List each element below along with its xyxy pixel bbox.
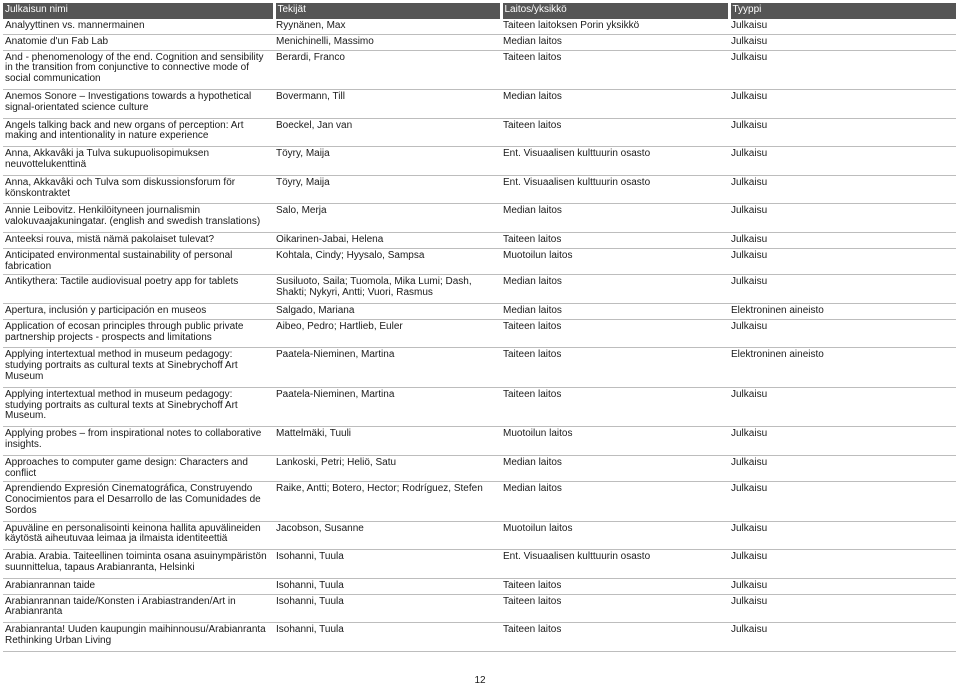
- publication-title: Application of ecosan principles through public private partnership projects - prospects and limitations: [5, 320, 244, 343]
- publication-title: Anteeksi rouva, mistä nämä pakolaiset tulevat?: [5, 233, 214, 245]
- table-row: [3, 175, 956, 204]
- authors: Salgado, Mariana: [276, 304, 355, 316]
- department: Taiteen laitos: [503, 595, 562, 607]
- department: Median laitos: [503, 483, 562, 495]
- publication-title: Arabianranta! Uuden kaupungin maihinnousu/Arabianranta Rethinking Urban Living: [5, 624, 266, 647]
- publication-title: Anna, Akkavâki ja Tulva sukupuolisopimuksen neuvottelukenttinä: [5, 148, 210, 170]
- department: Ent. Visuaalisen kulttuurin osasto: [503, 176, 651, 188]
- title-column-header: Julkaisun nimi: [3, 3, 274, 19]
- publication-title: Arabia. Arabia. Taiteellinen toiminta osana asuinympäristön suunnittelua, tapaus Arabianranta, Helsinki: [5, 551, 267, 574]
- department: Taiteen laitoksen Porin yksikkö: [503, 20, 640, 31]
- publication-type: Julkaisu: [731, 20, 768, 31]
- department: Taiteen laitos: [503, 624, 562, 636]
- department: Median laitos: [503, 90, 562, 102]
- department: Taiteen laitos: [503, 579, 562, 591]
- table-row: [3, 89, 956, 118]
- authors: Lankoski, Petri; Heliö, Satu: [276, 456, 397, 468]
- authors: Isohanni, Tuula: [276, 624, 344, 636]
- publication-type: Julkaisu: [731, 320, 768, 332]
- table-row: [3, 147, 956, 176]
- authors: Jacobson, Susanne: [276, 522, 364, 534]
- publication-type: Julkaisu: [731, 276, 768, 288]
- publication-type: Julkaisu: [731, 119, 768, 131]
- department-column-header: Laitos/yksikkö: [501, 3, 729, 19]
- authors: Paatela-Nieminen, Martina: [276, 388, 395, 400]
- table-row: [3, 594, 956, 623]
- authors: Boeckel, Jan van: [276, 119, 353, 131]
- publications-table: [3, 3, 956, 652]
- table-row: [3, 521, 956, 550]
- authors-column-header: Tekijät: [274, 3, 501, 19]
- page-number: 12: [474, 675, 486, 686]
- department: Taiteen laitos: [503, 51, 562, 63]
- publication-type: Elektroninen aineisto: [731, 304, 824, 316]
- department: Median laitos: [503, 304, 562, 316]
- table-body: [3, 19, 956, 651]
- publication-type: Julkaisu: [731, 456, 768, 468]
- authors: Susiluoto, Saila; Tuomola, Mika Lumi; Dash, Shakti; Nykyri, Antti; Vuori, Rasmus: [276, 276, 472, 299]
- authors: Oikarinen-Jabai, Helena: [276, 233, 384, 245]
- publication-title: Anemos Sonore – Investigations towards a hypothetical signal-orientated science culture: [5, 90, 252, 113]
- authors: Berardi, Franco: [276, 51, 345, 63]
- authors: Menichinelli, Massimo: [276, 35, 374, 47]
- publication-title: Anatomie d'un Fab Lab: [5, 35, 109, 47]
- department: Taiteen laitos: [503, 233, 562, 245]
- publication-title: Annie Leibovitz. Henkilöityneen journalismin valokuvaajakuningatar. (english and swedish translations): [5, 205, 261, 228]
- header-row: [3, 3, 956, 19]
- department: Taiteen laitos: [503, 388, 562, 400]
- table-row: [3, 550, 956, 579]
- table-row: [3, 319, 956, 348]
- authors: Salo, Merja: [276, 205, 327, 217]
- authors: Mattelmäki, Tuuli: [276, 428, 352, 440]
- publication-type: Julkaisu: [731, 90, 768, 102]
- table-row: [3, 204, 956, 233]
- table-row: [3, 387, 956, 426]
- publication-title: Anna, Akkavâki och Tulva som diskussionsforum för könskontraktet: [5, 176, 236, 199]
- table-row: [3, 118, 956, 147]
- authors: Raike, Antti; Botero, Hector; Rodríguez, Stefen: [276, 483, 483, 495]
- publication-title: Anticipated environmental sustainability of personal fabrication: [5, 249, 233, 272]
- publication-type: Julkaisu: [731, 51, 768, 63]
- publication-type: Elektroninen aineisto: [731, 349, 824, 361]
- department: Ent. Visuaalisen kulttuurin osasto: [503, 148, 651, 160]
- department: Median laitos: [503, 205, 562, 217]
- authors: Ryynänen, Max: [276, 20, 346, 31]
- authors: Aibeo, Pedro; Hartlieb, Euler: [276, 320, 403, 332]
- table-row: [3, 248, 956, 275]
- authors: Paatela-Nieminen, Martina: [276, 349, 395, 361]
- department: Taiteen laitos: [503, 320, 562, 332]
- table-row: [3, 275, 956, 304]
- publication-type: Julkaisu: [731, 579, 768, 591]
- department: Muotoilun laitos: [503, 249, 573, 261]
- table-header: [3, 3, 956, 19]
- publication-title: Arabianrannan taide: [5, 579, 96, 591]
- publication-type: Julkaisu: [731, 233, 768, 245]
- table-row: [3, 623, 956, 652]
- department: Taiteen laitos: [503, 349, 562, 361]
- department: Muotoilun laitos: [503, 428, 573, 440]
- publication-type: Julkaisu: [731, 551, 768, 563]
- publication-title: Applying intertextual method in museum pedagogy: studying portraits as cultural texts at Sinebrychoff Art Museum: [5, 349, 238, 382]
- authors: Isohanni, Tuula: [276, 595, 344, 607]
- publication-type: Julkaisu: [731, 148, 768, 160]
- department: Median laitos: [503, 35, 562, 47]
- publication-title: Antikythera: Tactile audiovisual poetry app for tablets: [5, 276, 239, 288]
- publication-title: And - phenomenology of the end. Cognition and sensibility in the transition from conjunctive to connective mode of social communication: [5, 51, 264, 85]
- publication-title: Analyyttinen vs. mannermainen: [5, 20, 145, 31]
- publication-type: Julkaisu: [731, 624, 768, 636]
- authors: Kohtala, Cindy; Hyysalo, Sampsa: [276, 249, 425, 261]
- publication-title: Aprendiendo Expresión Cinematográfica, Construyendo Conocimientos para el Desarrollo de las Comunidades de Sordos: [5, 483, 261, 516]
- publication-type: Julkaisu: [731, 483, 768, 495]
- publication-type: Julkaisu: [731, 428, 768, 440]
- table-row: [3, 482, 956, 521]
- publication-title: Apertura, inclusión y participación en museos: [5, 304, 207, 316]
- department: Taiteen laitos: [503, 119, 562, 131]
- authors: Bovermann, Till: [276, 90, 345, 102]
- table-row: [3, 578, 956, 594]
- table-row: [3, 232, 956, 248]
- publication-type: Julkaisu: [731, 176, 768, 188]
- authors: Töyry, Maija: [276, 148, 330, 160]
- table-row: [3, 348, 956, 387]
- publication-title: Angels talking back and new organs of perception: Art making and intentionality in nature experience: [5, 119, 244, 142]
- department: Median laitos: [503, 456, 562, 468]
- department: Muotoilun laitos: [503, 522, 573, 534]
- table-row: [3, 455, 956, 482]
- publication-type: Julkaisu: [731, 595, 768, 607]
- type-column-header: Tyyppi: [729, 3, 956, 19]
- table-row: [3, 19, 956, 34]
- department: Median laitos: [503, 276, 562, 288]
- table-row: [3, 34, 956, 50]
- table-row: [3, 427, 956, 456]
- publication-title: Apuväline en personalisointi keinona hallita apuvälineiden käytöstä aiheutuvaa leimaa ja ilmaista identiteettiä: [5, 522, 261, 545]
- publication-type: Julkaisu: [731, 249, 768, 261]
- publication-title: Applying intertextual method in museum pedagogy: studying portraits as cultural texts at Sinebrychoff Art Museum.: [5, 388, 238, 422]
- publication-title: Applying probes – from inspirational notes to collaborative insights.: [5, 428, 262, 450]
- publication-type: Julkaisu: [731, 522, 768, 534]
- authors: Isohanni, Tuula: [276, 579, 344, 591]
- authors: Isohanni, Tuula: [276, 551, 344, 563]
- publication-title: Approaches to computer game design: Characters and conflict: [5, 456, 248, 479]
- publication-type: Julkaisu: [731, 35, 768, 47]
- publication-title: Arabianrannan taide/Konsten i Arabiastranden/Art in Arabianranta: [5, 595, 236, 618]
- publication-type: Julkaisu: [731, 388, 768, 400]
- authors: Töyry, Maija: [276, 176, 330, 188]
- table-row: [3, 50, 956, 89]
- department: Ent. Visuaalisen kulttuurin osasto: [503, 551, 651, 563]
- publication-type: Julkaisu: [731, 205, 768, 217]
- table-row: [3, 303, 956, 319]
